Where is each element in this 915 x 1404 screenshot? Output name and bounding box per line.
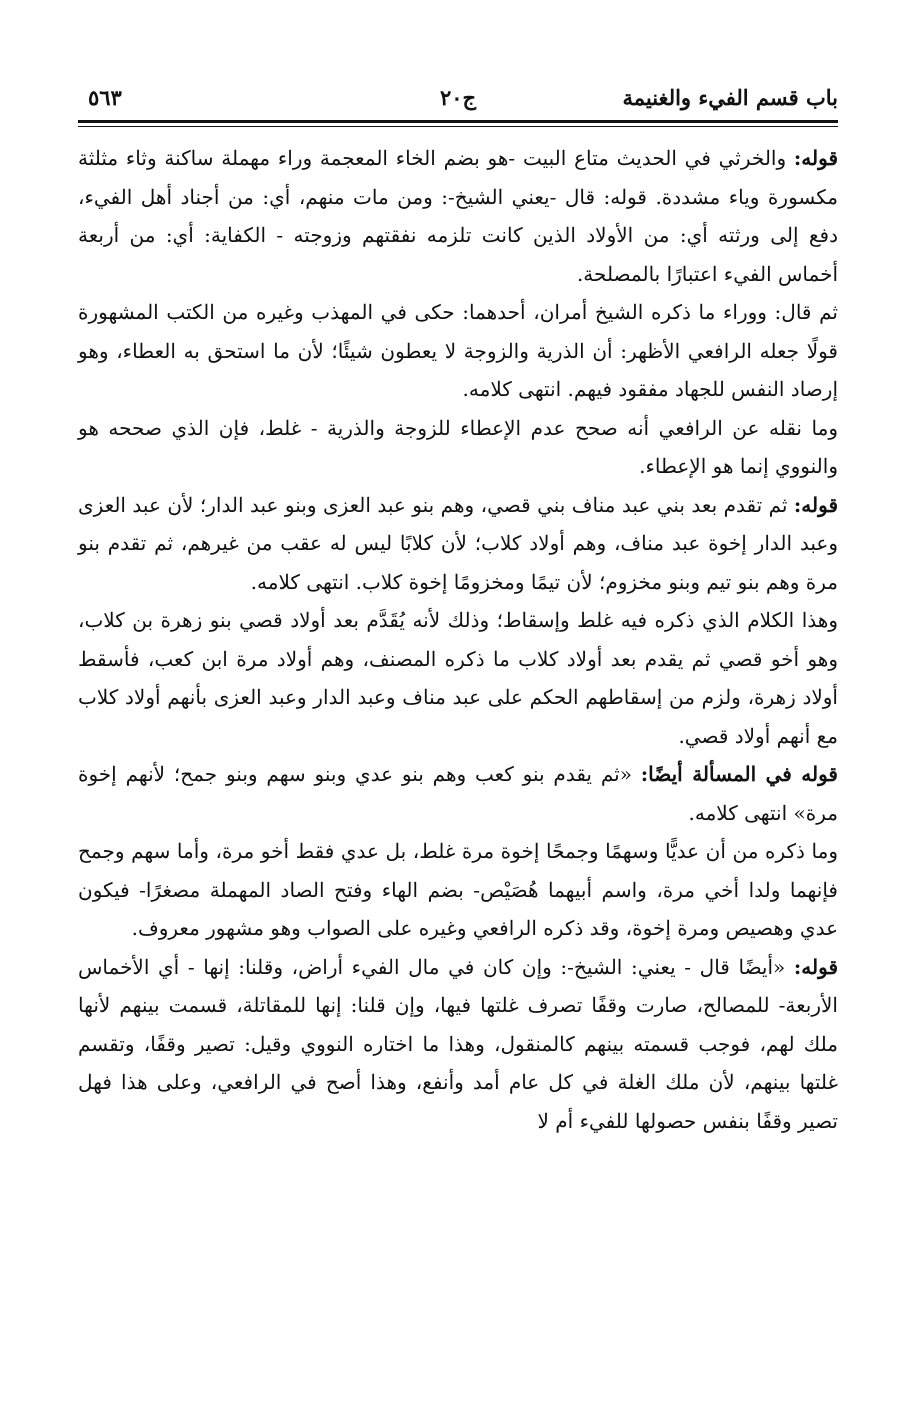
paragraph [78,948,838,1141]
header-rule-thin [78,126,838,127]
header-rule [78,120,838,123]
paragraph-lead: قوله: [793,146,838,170]
running-header [78,78,838,118]
paragraph-lead: قوله في المسألة أيضًا: [640,762,838,786]
paragraph-text: «ثم يقدم بنو كعب وهم بنو عدي وبنو سهم وبنو جمح؛ لأنهم إخوة مرة» انتهى كلامه. [78,762,838,825]
paragraph [78,139,838,293]
book-page [78,78,838,1378]
paragraph [78,409,838,486]
paragraph-lead: قوله: [793,954,838,979]
paragraph-text: ثم تقدم بعد بني عبد مناف بني قصي، وهم بنو عبد العزى وبنو عبد الدار؛ لأن عبد العزى وعبد الدار إخوة عبد مناف، وهم أولاد كلاب؛ لأن كلابًا ليس له عقب من غيرهم، ثم تقدم بنو مرة وهم بنو تيم وبنو مخزوم؛ لأن تيمًا ومخزومًا إخوة كلاب. انتهى كلامه. [78,492,838,594]
paragraph-text: ثم قال: ووراء ما ذكره الشيخ أمران، أحدهما: حكى في المهذب وغيره من الكتب المشهورة قولًا جعله الرافعي الأظهر: أن الذرية والزوجة لا يعطون شيئًا؛ لأن ما استحق به العطاء، وهو إرصاد النفس للجهاد مفقود فيهم. انتهى كلامه. [78,300,838,401]
paragraph [78,755,838,832]
page-number: ٥٦٣ [88,85,122,110]
paragraph-text: والخرثي في الحديث متاع البيت -هو بضم الخاء المعجمة وراء مهملة ساكنة وثاء مثلثة مكسورة وياء مشددة. قوله: قال -يعني الشيخ-: ومن مات منهم، أي: من أجناد أهل الفيء، دفع إلى ورثته أي: من الأولاد الذين كانت تلزمه نفقتهم وزوجته - الكفاية: أي: من أربعة أخماس الفيء اعتبارًا بالمصلحة. [78,146,838,286]
body-text [78,139,838,1140]
paragraph-text: وما ذكره من أن عديًّا وسهمًا وجمحًا إخوة مرة غلط، بل عدي فقط أخو مرة، وأما سهم وجمح فإنهما ولدا أخي مرة، واسم أبيهما هُصَيْص- بضم الهاء وفتح الصاد المهملة مصغرًا- فيكون عدي وهصيص ومرة إخوة، وقد ذكره الرافعي وغيره على الصواب وهو مشهور معروف. [78,839,838,940]
volume-number: ج٢٠ [439,85,477,110]
paragraph-lead: قوله: [793,492,838,517]
paragraph [78,293,838,409]
paragraph-text: «أيضًا قال - يعني: الشيخ-: وإن كان في مال الفيء أراض، وقلنا: إنها - أي الأخماس الأربعة- للمصالح، صارت وقفًا تصرف غلتها فيها، وإن قلنا: إنها للمقاتلة، قسمت بينهم لأنها ملك لهم، فوجب قسمته بينهم كالمنقول، وهذا ما اختاره النووي وقيل: تصير وقفًا، وتقسم غلتها بينهم، لأن ملك الغلة في كل عام أمد وأنفع، وهذا أصح في الرافعي، وعلى هذا فهل تصير وقفًا بنفس حصولها للفيء أم لا [78,954,838,1133]
paragraph [78,601,838,755]
paragraph-text: وما نقله عن الرافعي أنه صحح عدم الإعطاء للزوجة والذرية - غلط، فإن الذي صححه هو والنووي إنما هو الإعطاء. [78,415,838,478]
paragraph [78,832,838,948]
paragraph-text: وهذا الكلام الذي ذكره فيه غلط وإسقاط؛ وذلك لأنه يُقَدَّم بعد أولاد قصي بنو زهرة بن كلاب، وهو أخو قصي ثم يقدم بعد أولاد كلاب ما ذكره المصنف، وهم أولاد مرة ابن كعب، فأسقط أولاد زهرة، ولزم من إسقاطهم الحكم على عبد مناف وعبد الدار وعبد العزى بأنهم أولاد كلاب مع أنهم أولاد قصي. [78,608,838,748]
chapter-title: باب قسم الفيء والغنيمة [622,85,838,110]
paragraph [78,486,838,602]
